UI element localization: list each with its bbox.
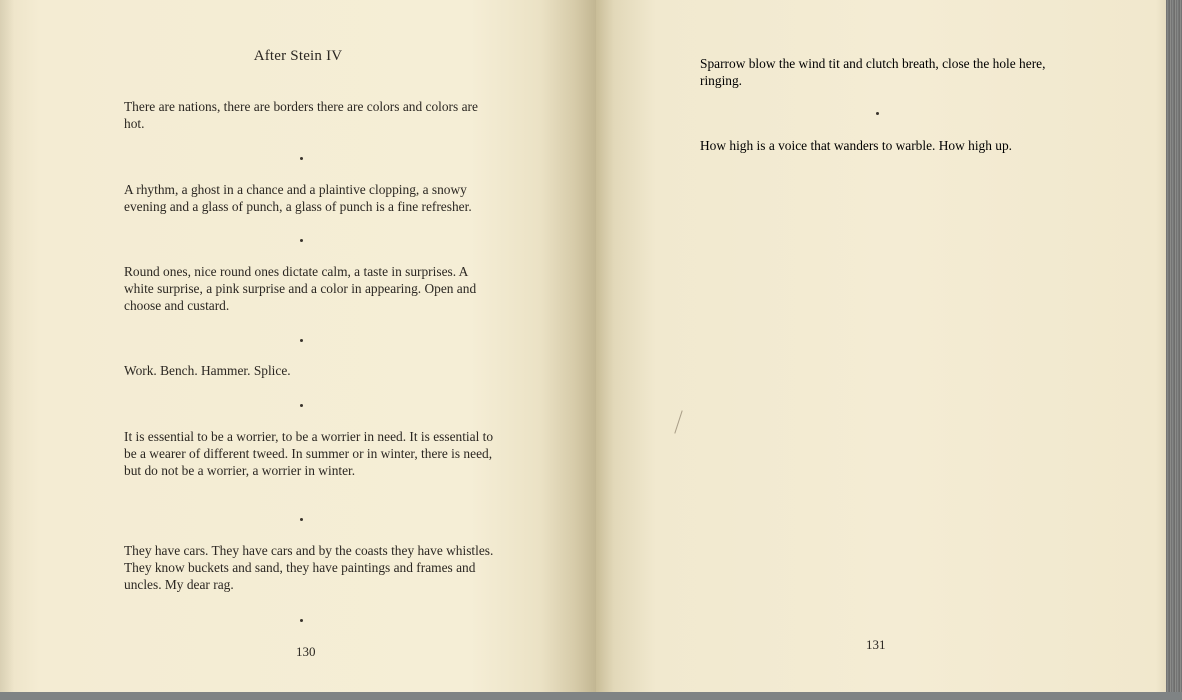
section-dot xyxy=(300,239,303,242)
stanza: Sparrow blow the wind tit and clutch breath, close the hole here, ringing. xyxy=(700,56,1046,88)
page-edges xyxy=(1166,0,1182,692)
page-number: 131 xyxy=(866,637,886,652)
stanza: Work. Bench. Hammer. Splice. xyxy=(124,363,291,378)
page-number: 130 xyxy=(296,644,316,659)
section-dot xyxy=(300,157,303,160)
section-dot xyxy=(876,112,879,115)
stanza: They have cars. They have cars and by the coasts they have whistles. They know buckets and sand, they have paintings and frames and uncles. My dear rag. xyxy=(124,543,494,592)
stanza: How high is a voice that wanders to warble. How high up. xyxy=(700,138,1013,153)
poem-title: After Stein IV xyxy=(253,48,343,64)
table-surface xyxy=(0,692,1182,700)
section-dot xyxy=(300,619,303,622)
section-dot xyxy=(300,518,303,521)
stanza: Round ones, nice round ones dictate calm, a taste in surprises. A white surprise, a pink surprise and a color in appearing. Open and choose and custard. xyxy=(124,264,477,313)
section-dot xyxy=(300,404,303,407)
right-page xyxy=(596,0,1166,692)
section-dot xyxy=(300,339,303,342)
stanza: It is essential to be a worrier, to be a worrier in need. It is essential to be a wearer of different tweed. In summer or in winter, there is need, but do not be a worrier, a worrier in winter. xyxy=(124,429,494,478)
stanza: A rhythm, a ghost in a chance and a plaintive clopping, a snowy evening and a glass of punch, a glass of punch is a fine refresher. xyxy=(124,182,472,214)
left-page xyxy=(0,0,596,692)
stanza: There are nations, there are borders there are colors and colors are hot. xyxy=(124,99,478,131)
